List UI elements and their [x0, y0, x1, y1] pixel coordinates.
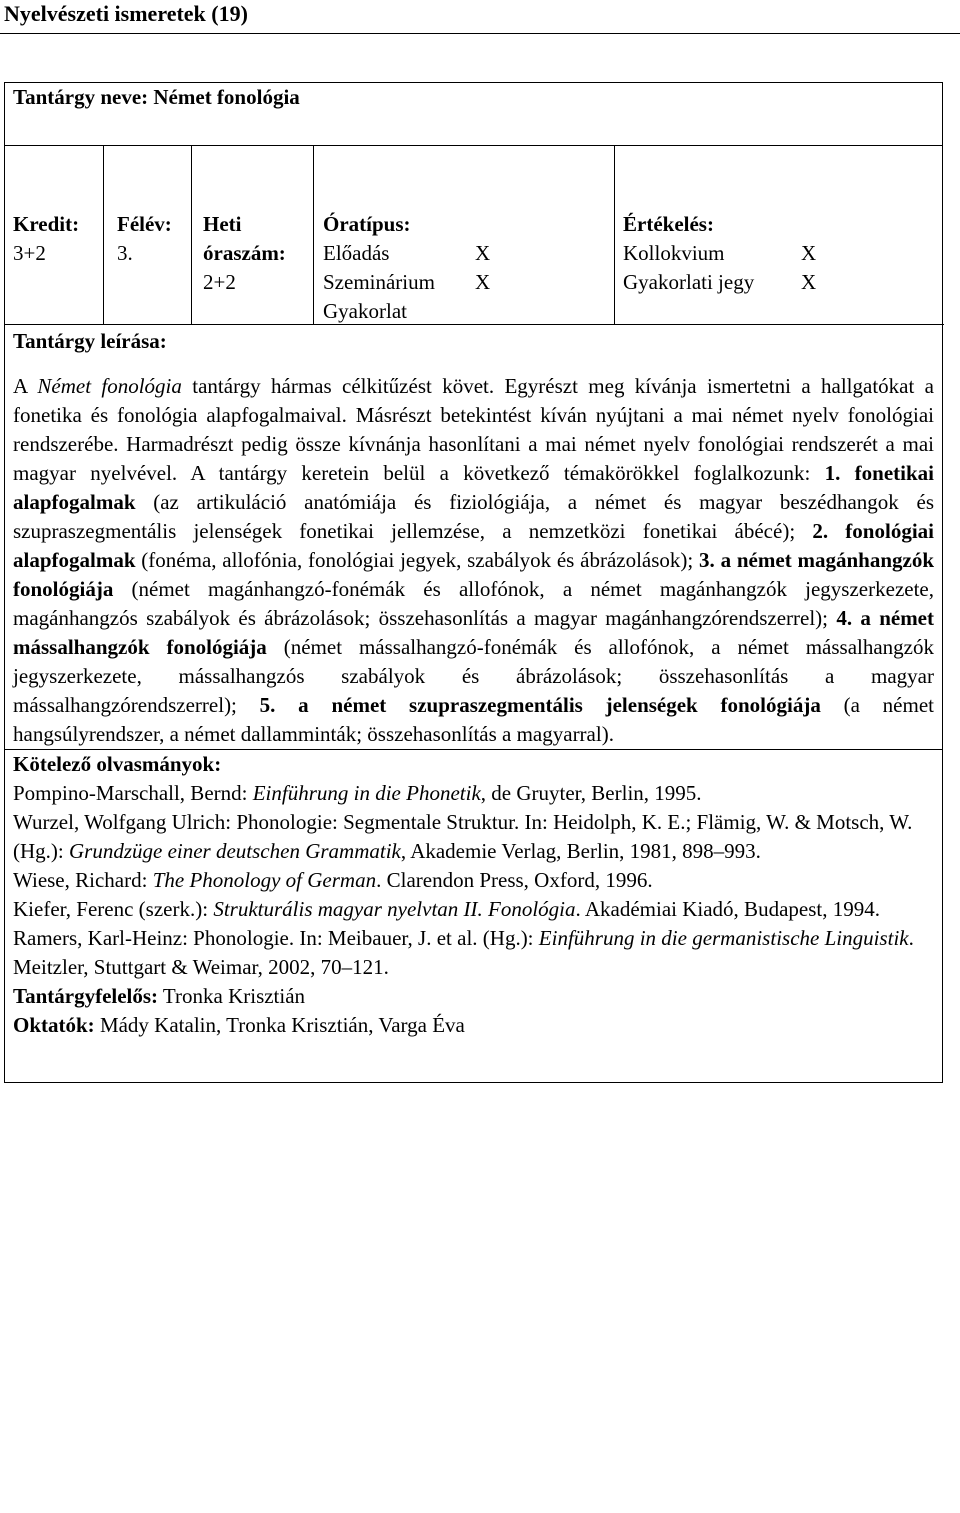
evaluation-item: Gyakorlati jegy X: [623, 270, 817, 294]
evaluation-label: Értékelés:: [623, 212, 714, 236]
hours-label-1: Heti: [203, 212, 242, 236]
reading-item: Kiefer, Ferenc (szerk.): Strukturális magyar nyelvtan II. Fonológia. Akadémiai Kiadó, Budapest, 1994.: [13, 897, 880, 921]
class-type-item: Előadás X: [323, 241, 491, 265]
course-title-italic: Német fonológia: [37, 374, 182, 398]
topic-5: 5. a német szupraszegmentális jelenségek fonológiája: [259, 693, 821, 717]
class-type-label: Óratípus:: [323, 212, 411, 236]
evaluation-item: Kollokvium X: [623, 241, 817, 265]
hours-value: 2+2: [203, 270, 236, 294]
semester-value: 3.: [117, 241, 133, 265]
reading-item: Wurzel, Wolfgang Ulrich: Phonologie: Segmentale Struktur. In: Heidolph, K. E.; Flämig, W. & Motsch, W. (Hg.): Grundzüge einer deutschen Grammatik, Akademie Verlag, Berlin, 1981, 898–993.: [13, 810, 913, 863]
class-type-block: [323, 210, 490, 326]
meta-area: [5, 146, 942, 324]
description-body: [5, 356, 942, 749]
course-name-label: Tantárgy neve:: [13, 85, 149, 109]
meta-bottom-rule: [5, 324, 614, 325]
spacer: [5, 266, 615, 267]
semester-label: Félév:: [117, 212, 172, 236]
evaluation-mark: X: [801, 270, 817, 294]
page-title-text: Nyelvészeti ismeretek (19): [4, 1, 248, 26]
course-table: [4, 82, 943, 1083]
readings-list: [5, 750, 942, 982]
description-header: [5, 324, 942, 356]
credit-block: [13, 210, 79, 268]
topic-3: 3. a német magánhangzók fonológiája: [13, 548, 934, 601]
credit-label: Kredit:: [13, 212, 80, 236]
readings-label: Kötelező olvasmányok:: [13, 752, 222, 776]
course-meta-row: [5, 146, 943, 750]
evaluation-block: [623, 210, 816, 297]
hours-block: [203, 210, 305, 297]
reading-item: Pompino-Marschall, Bernd: Einführung in die Phonetik, de Gruyter, Berlin, 1995.: [13, 781, 702, 805]
hours-label-2: óraszám:: [203, 241, 286, 265]
semester-block: [117, 210, 172, 268]
topic-1: 1. fonetikai alapfogalmak: [13, 461, 934, 514]
header-rule: [0, 33, 960, 34]
description-paragraph: A Német fonológia tantárgy hármas célkitűzést követ. Egyrészt meg kívánja ismertetni a hallgatókat a fonetika és fonológia alapfogalmaival. Másrészt betekintést kíván nyújtani a mai német nyelv fonológiai rendszerébe. Harmadrészt pedig össze kívnánja hasonlítani a mai német nyelv fonológiai rendszerét a mai magyar nyelvével. A tantárgy keretein belül a következő témakörökkel foglalkozunk: 1. fonetikai alapfogalmak (az artikuláció anatómiája és fiziológiája, a német és magyar beszédhangok és szupraszegmentális jelenségek fonetikai jellemzése, a nemzetközi fonetikai ábécé); 2. fonológiai alapfogalmak (fonéma, allofónia, fonológiai jegyek, szabályok és ábrázolások); 3. a német magánhangzók fonológiája (német magánhangzó-fonémák és allofónok, a német magánhangzók jegyszerkezete, magánhangzós szabályok és ábrázolások; összehasonlítás a magyar magánhangzórendszerrel); 4. a német mássalhangzók fonológiája (német mássalhangzó-fonémák és allofónok, a német mássalhangzók jegyszerkezete, mássalhangzós szabályok és ábrázolások; összehasonlítás a magyar mássalhangzórendszerrel); 5. a német szupraszegmentális jelenségek fonológiája (a német hangsúlyrendszer, a német dallamminták; összehasonlítás a magyarral).: [13, 374, 935, 746]
evaluation-mark: X: [801, 241, 817, 265]
credit-value: 3+2: [13, 241, 46, 265]
divider-1: [103, 146, 104, 324]
readings-cell: [5, 750, 943, 1083]
course-name-cell: [5, 83, 943, 146]
course-name-row: [5, 83, 943, 146]
responsible-label: Tantárgyfelelős:: [13, 984, 159, 1008]
evaluation-bottom-rule: [614, 324, 944, 325]
course-name-value: Német fonológia: [153, 85, 300, 109]
readings-row: [5, 750, 943, 1083]
course-meta-cell: [5, 146, 943, 750]
class-type-item: Szeminárium X: [323, 270, 491, 294]
divider-3: [313, 146, 314, 324]
staff-block: [5, 982, 942, 1082]
reading-item: Wiese, Richard: The Phonology of German. Clarendon Press, Oxford, 1996.: [13, 868, 653, 892]
description-label: Tantárgy leírása:: [13, 329, 167, 353]
reading-item: Ramers, Karl-Heinz: Phonologie. In: Meibauer, J. et al. (Hg.): Einführung in die germanistische Linguistik. Meitzler, Stuttgart & Weimar, 2002, 70–121.: [13, 926, 914, 979]
teachers-label: Oktatók:: [13, 1013, 95, 1037]
page-title: [4, 1, 248, 27]
teachers-line: [13, 1011, 934, 1040]
teachers-value: Mády Katalin, Tronka Krisztián, Varga Éva: [94, 1013, 465, 1037]
divider-4: [614, 146, 615, 324]
responsible-value: Tronka Krisztián: [158, 984, 306, 1008]
divider-2: [191, 146, 192, 324]
class-type-item: Gyakorlat: [323, 299, 407, 323]
topic-4: 4. a német mássalhangzók fonológiája: [13, 606, 935, 659]
topic-2: 2. fonológiai alapfogalmak: [13, 519, 934, 572]
class-type-mark: X: [475, 241, 491, 265]
class-type-mark: X: [475, 270, 491, 294]
responsible-line: [13, 982, 934, 1011]
